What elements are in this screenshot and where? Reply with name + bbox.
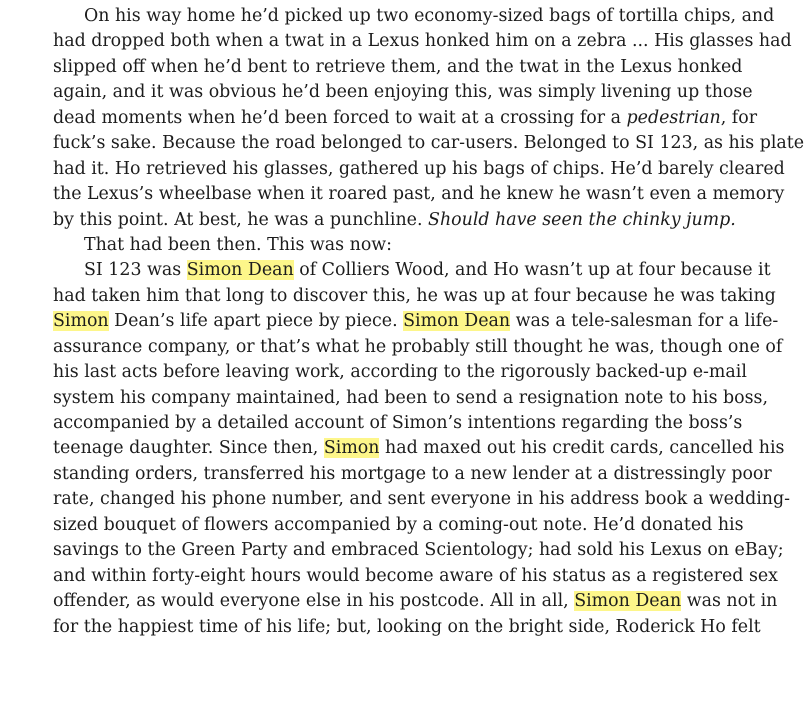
text-line (53, 462, 772, 487)
text-line (53, 411, 743, 436)
text-run: again, and it was obvious he’d been enjoying this, was simply livening up those (53, 82, 753, 103)
highlighted-name: Simon Dean (403, 311, 511, 332)
text-run: offender, as would everyone else in his postcode. All in all, (53, 591, 575, 612)
text-line (53, 131, 804, 156)
highlighted-name: Simon (323, 438, 380, 459)
text-line (53, 360, 747, 385)
text-run: SI 123 was (84, 260, 187, 281)
text-line (53, 335, 783, 360)
text-run: Dean’s life apart piece by piece. (108, 311, 404, 332)
text-line (53, 80, 753, 105)
text-run: of Colliers Wood, and Ho wasn’t up at four because it (293, 260, 771, 281)
highlighted-name: Simon Dean (186, 260, 294, 281)
text-run: by this point. At best, he was a punchline. (53, 209, 429, 230)
text-run: had dropped both when a twat in a Lexus honked him on a zebra ... His glasses had (53, 31, 792, 52)
paragraph (53, 233, 687, 258)
text-line (53, 157, 785, 182)
text-line (53, 258, 771, 283)
text-line (53, 284, 776, 309)
text-line (53, 564, 778, 589)
text-run: and within forty-eight hours would become aware of his status as a registered sex (53, 565, 778, 586)
text-run: That had been then. This was now: (84, 234, 393, 255)
text-line (53, 106, 758, 131)
text-line (53, 538, 784, 563)
paragraph (53, 4, 804, 233)
text-run: the Lexus’s wheelbase when it roared past, and he knew he wasn’t even a memory (53, 184, 785, 205)
text-run: dead moments when he’d been forced to wait at a crossing for a (53, 107, 627, 128)
text-run: assurance company, or that’s what he probably still thought he was, though one of (53, 336, 783, 357)
text-run: fuck’s sake. Because the road belonged to car-users. Belonged to SI 123, as his plate (53, 133, 804, 154)
text-line (53, 309, 779, 334)
italic-text: pedestrian (626, 107, 721, 128)
text-run: sized bouquet of flowers accompanied by a coming-out note. He’d donated his (53, 514, 744, 535)
text-run: system his company maintained, had been to send a resignation note to his boss, (53, 387, 768, 408)
text-run: was not in (681, 591, 778, 612)
text-run: had maxed out his credit cards, cancelled his (379, 438, 785, 459)
highlighted-name: Simon Dean (574, 591, 682, 612)
text-run: teenage daughter. Since then, (53, 438, 324, 459)
text-line (53, 615, 761, 640)
text-line (53, 29, 792, 54)
italic-text: Should have seen the chinky jump. (428, 209, 736, 230)
text-line (53, 208, 736, 233)
text-run: , for (720, 107, 758, 128)
text-line (53, 589, 778, 614)
text-line (53, 386, 768, 411)
text-run: slipped off when he’d bent to retrieve them, and the twat in the Lexus honked (53, 56, 743, 77)
text-line (53, 436, 785, 461)
text-run: On his way home he’d picked up two economy-sized bags of tortilla chips, and (84, 6, 775, 26)
text-line (53, 233, 687, 258)
text-run: savings to the Green Party and embraced Scientology; had sold his Lexus on eBay; (53, 540, 784, 561)
text-run: accompanied by a detailed account of Simon’s intentions regarding the boss’s (53, 413, 743, 433)
text-line (53, 487, 790, 512)
text-run: for the happiest time of his life; but, looking on the bright side, Roderick Ho felt (53, 616, 761, 637)
text-run: had it. Ho retrieved his glasses, gathered up his bags of chips. He’d barely cleared (53, 158, 785, 179)
text-run: had taken him that long to discover this, he was up at four because he was taking (53, 285, 776, 306)
book-page-text (53, 4, 804, 640)
paragraph (53, 258, 790, 640)
text-run: rate, changed his phone number, and sent everyone in his address book a wedding- (53, 489, 790, 510)
text-run: standing orders, transferred his mortgage to a new lender at a distressingly poor (53, 463, 772, 484)
text-line (53, 182, 785, 207)
text-run: his last acts before leaving work, according to the rigorously backed-up e-mail (53, 362, 747, 383)
text-run: was a tele-salesman for a life- (510, 311, 779, 332)
text-line (53, 513, 744, 538)
highlighted-name: Simon (53, 311, 109, 332)
text-line (53, 4, 775, 29)
text-line (53, 55, 743, 80)
